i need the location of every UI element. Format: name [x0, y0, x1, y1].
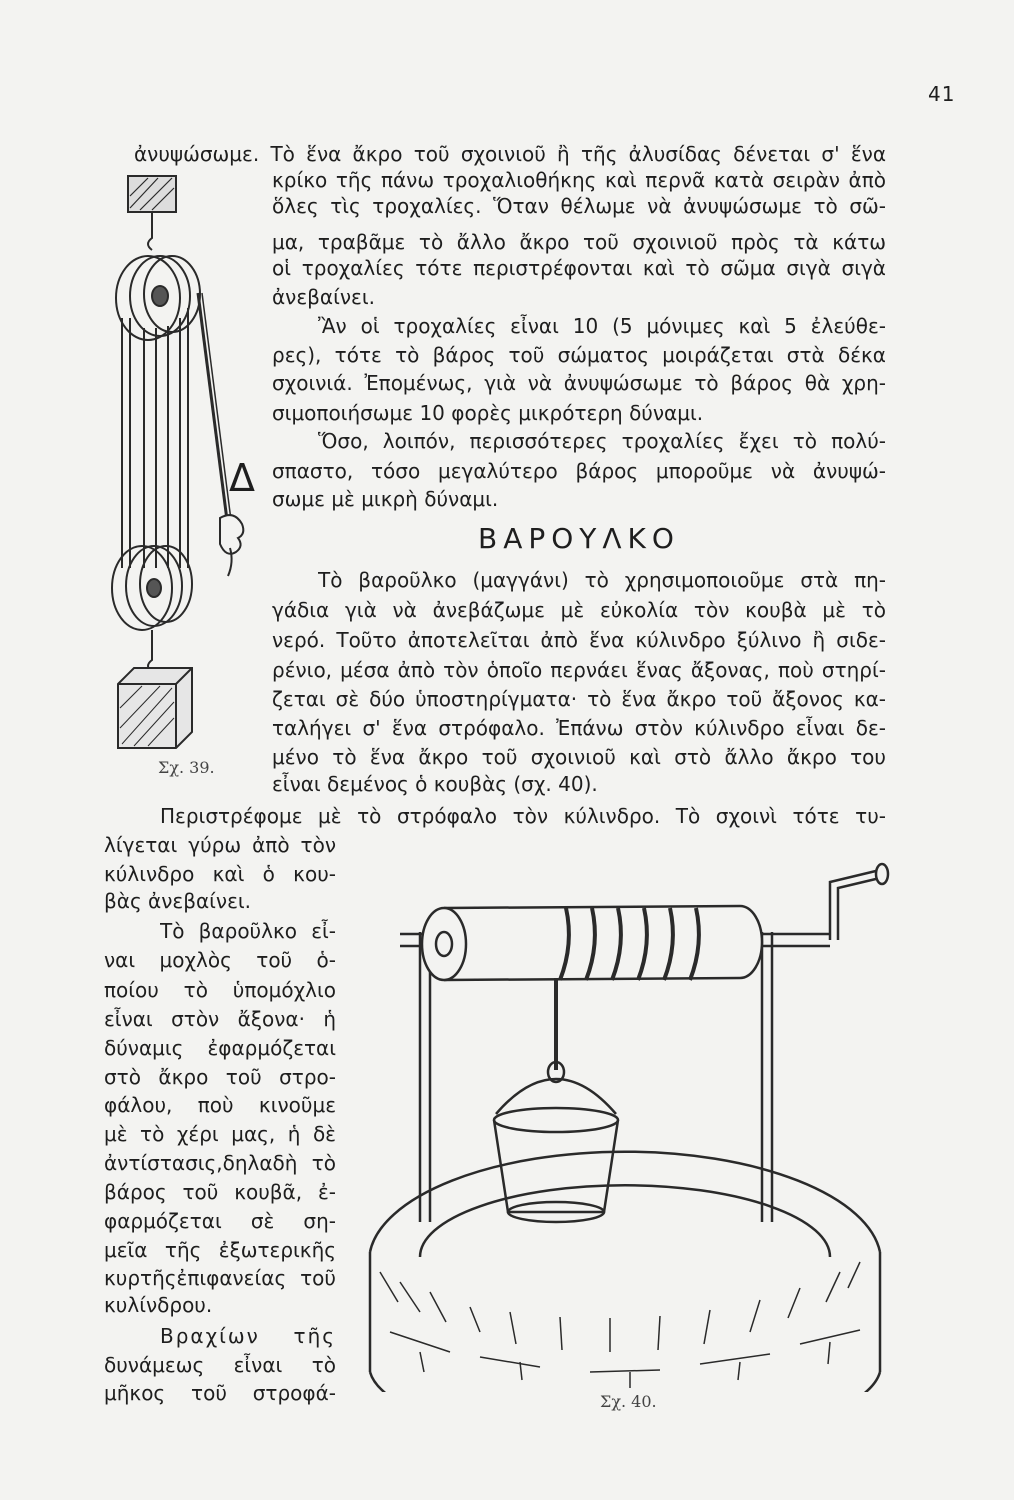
- text-line: σπαστο, τόσο μεγαλύτερο βάρος μποροῦμε νὰ ἀνυψώ-: [272, 459, 886, 483]
- text-line: σιμοποιήσωμε 10 φορὲς μικρότερη δύναμι.: [272, 401, 704, 425]
- text-line: φαρμόζεται σὲ ση-: [104, 1209, 336, 1233]
- text-line: ναι μοχλὸς τοῦ ὁ-: [104, 948, 336, 972]
- pulley-figure: [108, 168, 268, 778]
- text-line: στὸ ἄκρο τοῦ στρο-: [104, 1065, 336, 1089]
- text-line: ὅλες τὶς τροχαλίες. Ὅταν θέλωμε νὰ ἀνυψώσωμε τὸ σῶ-: [272, 194, 886, 218]
- text-line: ταλήγει σ' ἕνα στρόφαλο. Ἐπάνω στὸν κύλινδρο εἶναι δε-: [272, 716, 886, 740]
- text-line: οἱ τροχαλίες τότε περιστρέφονται καὶ τὸ σῶμα σιγὰ σιγὰ: [272, 256, 886, 280]
- text-line: σχοινιά. Ἐπομένως, γιὰ νὰ ἀνυψώσωμε τὸ βάρος θὰ χρη-: [272, 371, 886, 395]
- section-heading: ΒΑΡΟΥΛΚΟ: [478, 522, 680, 555]
- text-line: εἶναι στὸν ἄξονα· ἡ: [104, 1007, 336, 1031]
- text-line: σωμε μὲ μικρὴ δύναμι.: [272, 487, 499, 511]
- text-line: βὰς ἀνεβαίνει.: [104, 889, 252, 913]
- text-line: κυρτῆςἐπιφανείας τοῦ: [104, 1266, 336, 1290]
- text-line: εἶναι δεμένος ὁ κουβὰς (σχ. 40).: [272, 772, 598, 796]
- text-line: Ὅσο, λοιπόν, περισσότερες τροχαλίες ἔχει τὸ πολύ-: [318, 429, 886, 453]
- figure-39-caption: Σχ. 39.: [158, 758, 215, 777]
- text-line: φάλου, ποὺ κινοῦμε: [104, 1093, 336, 1117]
- text-line: Τὸ βαροῦλκο (μαγγάνι) τὸ χρησιμοποιοῦμε στὰ πη-: [318, 568, 886, 592]
- text-line: μένο τὸ ἕνα ἄκρο τοῦ σχοινιοῦ καὶ στὸ ἄλλο ἄκρο του: [272, 745, 886, 769]
- text-line: δύναμις ἐφαρμόζεται: [104, 1036, 336, 1060]
- text-line: νερό. Τοῦτο ἀποτελεῖται ἀπὸ ἕνα κύλινδρο ξύλινο ἢ σιδε-: [272, 628, 886, 652]
- text-line: ἀνεβαίνει.: [272, 285, 375, 309]
- text-line: Περιστρέφομε μὲ τὸ στρόφαλο τὸν κύλινδρο. Τὸ σχοινὶ τότε τυ-: [160, 804, 886, 828]
- text-line: λίγεται γύρω ἀπὸ τὸν: [104, 833, 336, 857]
- text-line: ἀντίστασις,δηλαδὴ τὸ: [104, 1151, 336, 1175]
- text-line: βάρος τοῦ κουβᾶ, ἐ-: [104, 1180, 336, 1204]
- text-line: μὲ τὸ χέρι μας, ἡ δὲ: [104, 1122, 336, 1146]
- text-line: γάδια γιὰ νὰ ἀνεβάζωμε μὲ εὐκολία τὸν κουβὰ μὲ τὸ: [272, 598, 886, 622]
- figure-40-caption: Σχ. 40.: [600, 1392, 657, 1411]
- text-line: μεῖα τῆς ἐξωτερικῆς: [104, 1238, 336, 1262]
- text-line: Τὸ βαροῦλκο εἶ-: [160, 919, 336, 943]
- text-line: κυλίνδρου.: [104, 1293, 213, 1317]
- text-line: μῆκος τοῦ στροφά-: [104, 1381, 336, 1405]
- text-line: ποίου τὸ ὑπομόχλιο: [104, 978, 336, 1002]
- windlass-figure: [360, 852, 900, 1392]
- text-line: κύλινδρο καὶ ὁ κου-: [104, 862, 336, 886]
- text-line: μα, τραβᾶμε τὸ ἄλλο ἄκρο τοῦ σχοινιοῦ πρὸς τὰ κάτω: [272, 230, 886, 254]
- text-line: ζεται σὲ δύο ὑποστηρίγματα· τὸ ἕνα ἄκρο τοῦ ἄξονος κα-: [272, 687, 886, 711]
- text-line: κρίκο τῆς πάνω τροχαλιοθήκης καὶ περνᾶ κατὰ σειρὰν ἀπὸ: [272, 168, 886, 192]
- page-number: 41: [928, 82, 956, 106]
- delta-label: Δ: [229, 456, 255, 500]
- text-line: ἀνυψώσωμε. Τὸ ἕνα ἄκρο τοῦ σχοινιοῦ ἢ τῆς ἀλυσίδας δένεται σ' ἕνα: [134, 142, 886, 166]
- text-line: Βραχίων τῆς: [160, 1324, 336, 1348]
- text-line: ρες), τότε τὸ βάρος τοῦ σώματος μοιράζεται στὰ δέκα: [272, 343, 886, 367]
- text-line: δυνάμεως εἶναι τὸ: [104, 1353, 336, 1377]
- text-line: ρένιο, μέσα ἀπὸ τὸν ὁποῖο περνάει ἕνας ἄξονας, ποὺ στηρί-: [272, 658, 886, 682]
- text-line: Ἂν οἱ τροχαλίες εἶναι 10 (5 μόνιμες καὶ 5 ἐλεύθε-: [318, 314, 886, 338]
